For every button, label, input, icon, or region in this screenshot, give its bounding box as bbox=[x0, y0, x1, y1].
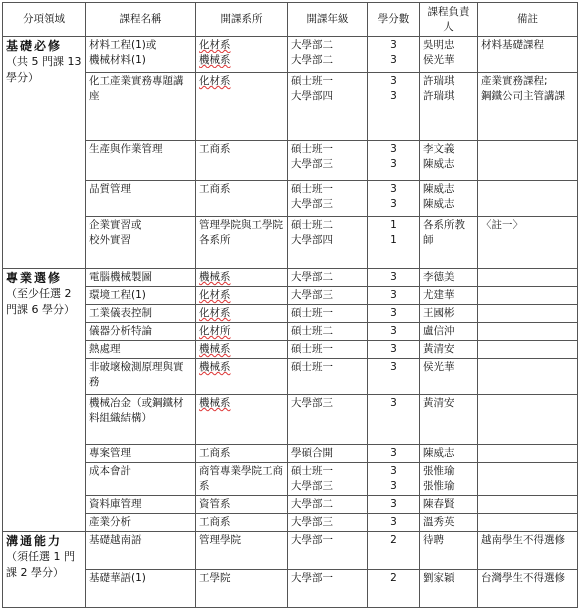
instructor-cell bbox=[420, 217, 478, 269]
note-cell bbox=[478, 341, 578, 359]
course-name-cell bbox=[86, 73, 196, 141]
year-cell bbox=[288, 305, 368, 323]
credits-cell bbox=[368, 359, 420, 395]
year-text: 大學部二 bbox=[291, 271, 333, 283]
credits-text: 2 bbox=[390, 534, 397, 546]
note-cell bbox=[478, 445, 578, 463]
note-cell bbox=[478, 323, 578, 341]
year-cell bbox=[288, 496, 368, 514]
credits-text: 1 bbox=[390, 234, 397, 246]
department-cell bbox=[196, 445, 288, 463]
note-cell bbox=[478, 217, 578, 269]
note-cell bbox=[478, 269, 578, 287]
credits-text: 3 bbox=[390, 361, 397, 373]
instructor-cell bbox=[420, 305, 478, 323]
table-row bbox=[3, 514, 578, 532]
department-text: 工商系 bbox=[199, 143, 231, 155]
course-name-text: 化工產業實務專題講座 bbox=[89, 75, 184, 102]
instructor-cell bbox=[420, 359, 478, 395]
area-cell bbox=[3, 532, 86, 608]
instructor-cell bbox=[420, 73, 478, 141]
note-cell bbox=[478, 532, 578, 570]
instructor-text: 侯光華 bbox=[423, 54, 455, 66]
year-text: 碩士班一 bbox=[291, 75, 333, 87]
department-text: 機械系 bbox=[199, 54, 231, 66]
year-cell bbox=[288, 73, 368, 141]
department-text: 機械系 bbox=[199, 397, 231, 409]
note-cell bbox=[478, 287, 578, 305]
year-cell bbox=[288, 514, 368, 532]
credits-cell bbox=[368, 141, 420, 181]
credits-text: 3 bbox=[390, 39, 397, 51]
department-text: 化材所 bbox=[199, 325, 231, 337]
credits-text: 3 bbox=[390, 343, 397, 355]
course-name-text: 機械材料(1) bbox=[89, 54, 146, 66]
year-text: 大學部一 bbox=[291, 572, 333, 584]
course-name-cell bbox=[86, 496, 196, 514]
year-text: 大學部三 bbox=[291, 158, 333, 170]
credits-text: 3 bbox=[390, 158, 397, 170]
note-cell bbox=[478, 514, 578, 532]
year-text: 碩士班二 bbox=[291, 219, 333, 231]
department-text: 工商系 bbox=[199, 183, 231, 195]
instructor-text: 李文義 bbox=[423, 143, 455, 155]
year-text: 碩士班一 bbox=[291, 343, 333, 355]
year-cell bbox=[288, 445, 368, 463]
department-text: 工學院 bbox=[199, 572, 231, 584]
course-name-cell bbox=[86, 269, 196, 287]
table-row bbox=[3, 323, 578, 341]
department-cell bbox=[196, 395, 288, 445]
department-cell bbox=[196, 305, 288, 323]
table-row bbox=[3, 532, 578, 570]
note-text: 〈註一〉 bbox=[481, 219, 523, 231]
department-cell bbox=[196, 496, 288, 514]
note-cell bbox=[478, 305, 578, 323]
year-text: 大學部三 bbox=[291, 289, 333, 301]
credits-cell bbox=[368, 37, 420, 73]
table-row bbox=[3, 463, 578, 496]
year-text: 碩士班二 bbox=[291, 325, 333, 337]
instructor-cell bbox=[420, 341, 478, 359]
department-cell bbox=[196, 287, 288, 305]
note-text: 產業實務課程; bbox=[481, 75, 548, 87]
department-text: 化材系 bbox=[199, 75, 231, 87]
department-cell bbox=[196, 532, 288, 570]
year-cell bbox=[288, 570, 368, 608]
course-name-cell bbox=[86, 532, 196, 570]
instructor-text: 吳明忠 bbox=[423, 39, 455, 51]
note-text: 材料基礎課程 bbox=[481, 39, 544, 51]
course-name-text: 校外實習 bbox=[89, 234, 131, 246]
table-row bbox=[3, 341, 578, 359]
year-text: 碩士班一 bbox=[291, 361, 333, 373]
table-row bbox=[3, 496, 578, 514]
year-cell bbox=[288, 341, 368, 359]
year-text: 大學部二 bbox=[291, 39, 333, 51]
instructor-text: 李德美 bbox=[423, 271, 455, 283]
year-cell bbox=[288, 463, 368, 496]
department-text: 化材系 bbox=[199, 307, 231, 319]
credits-cell bbox=[368, 217, 420, 269]
course-name-cell bbox=[86, 323, 196, 341]
table-row bbox=[3, 305, 578, 323]
course-name-cell bbox=[86, 287, 196, 305]
instructor-cell bbox=[420, 445, 478, 463]
header-course-name: 課程名稱 bbox=[86, 3, 196, 37]
course-name-text: 基礎越南語 bbox=[89, 534, 142, 546]
credits-text: 3 bbox=[390, 498, 397, 510]
table-row bbox=[3, 37, 578, 73]
instructor-cell bbox=[420, 463, 478, 496]
table-row bbox=[3, 287, 578, 305]
credits-cell bbox=[368, 269, 420, 287]
year-cell bbox=[288, 141, 368, 181]
instructor-text: 陳威志 bbox=[423, 198, 455, 210]
credits-text: 3 bbox=[390, 271, 397, 283]
department-cell bbox=[196, 141, 288, 181]
department-cell bbox=[196, 217, 288, 269]
course-name-cell bbox=[86, 570, 196, 608]
table-row bbox=[3, 269, 578, 287]
credits-cell bbox=[368, 181, 420, 217]
year-text: 大學部二 bbox=[291, 54, 333, 66]
instructor-cell bbox=[420, 395, 478, 445]
header-year: 開課年級 bbox=[288, 3, 368, 37]
table-row bbox=[3, 445, 578, 463]
instructor-text: 許瑞琪 bbox=[423, 75, 455, 87]
course-name-cell bbox=[86, 395, 196, 445]
department-cell bbox=[196, 181, 288, 217]
header-department: 開課系所 bbox=[196, 3, 288, 37]
credits-text: 3 bbox=[390, 183, 397, 195]
department-cell bbox=[196, 341, 288, 359]
header-credits: 學分數 bbox=[368, 3, 420, 37]
area-name: 基礎必修 bbox=[6, 39, 63, 53]
department-text: 商管專業學院工商系 bbox=[199, 465, 283, 492]
table-row bbox=[3, 73, 578, 141]
instructor-cell bbox=[420, 287, 478, 305]
year-cell bbox=[288, 532, 368, 570]
year-text: 大學部三 bbox=[291, 397, 333, 409]
year-cell bbox=[288, 217, 368, 269]
instructor-text: 黃清安 bbox=[423, 397, 455, 409]
credits-text: 3 bbox=[390, 465, 397, 477]
department-cell bbox=[196, 323, 288, 341]
course-name-text: 成本會計 bbox=[89, 465, 131, 477]
year-cell bbox=[288, 395, 368, 445]
course-name-text: 電腦機械製圖 bbox=[89, 271, 152, 283]
credits-text: 3 bbox=[390, 480, 397, 492]
course-name-text: 儀器分析特論 bbox=[89, 325, 152, 337]
note-cell bbox=[478, 570, 578, 608]
header-notes: 備註 bbox=[478, 3, 578, 37]
table-row bbox=[3, 181, 578, 217]
instructor-text: 張惟瑜 bbox=[423, 465, 455, 477]
year-text: 大學部二 bbox=[291, 498, 333, 510]
credits-text: 3 bbox=[390, 516, 397, 528]
note-text: 台灣學生不得選修 bbox=[481, 572, 565, 584]
instructor-text: 劉家穎 bbox=[423, 572, 455, 584]
instructor-cell bbox=[420, 141, 478, 181]
year-cell bbox=[288, 359, 368, 395]
credits-cell bbox=[368, 287, 420, 305]
credits-text: 3 bbox=[390, 143, 397, 155]
instructor-cell bbox=[420, 514, 478, 532]
note-cell bbox=[478, 181, 578, 217]
note-cell bbox=[478, 37, 578, 73]
header-row bbox=[3, 3, 578, 37]
credits-cell bbox=[368, 514, 420, 532]
department-cell bbox=[196, 37, 288, 73]
credits-cell bbox=[368, 341, 420, 359]
course-name-text: 非破壞檢測原理與實務 bbox=[89, 361, 184, 388]
year-cell bbox=[288, 181, 368, 217]
instructor-cell bbox=[420, 37, 478, 73]
credits-text: 3 bbox=[390, 307, 397, 319]
department-text: 工商系 bbox=[199, 447, 231, 459]
course-name-cell bbox=[86, 305, 196, 323]
course-name-cell bbox=[86, 359, 196, 395]
note-cell bbox=[478, 73, 578, 141]
department-text: 化材系 bbox=[199, 289, 231, 301]
department-text: 機械系 bbox=[199, 271, 231, 283]
instructor-text: 各系所教師 bbox=[423, 219, 465, 246]
credits-text: 1 bbox=[390, 219, 397, 231]
year-text: 大學部三 bbox=[291, 480, 333, 492]
table-row bbox=[3, 359, 578, 395]
department-text: 工商系 bbox=[199, 516, 231, 528]
instructor-text: 盧信沖 bbox=[423, 325, 455, 337]
area-cell bbox=[3, 37, 86, 269]
credits-text: 3 bbox=[390, 198, 397, 210]
department-text: 機械系 bbox=[199, 361, 231, 373]
course-name-cell bbox=[86, 341, 196, 359]
header-area: 分項領域 bbox=[3, 3, 86, 37]
department-text: 資管系 bbox=[199, 498, 231, 510]
course-name-cell bbox=[86, 141, 196, 181]
area-description: （須任選 1 門課 2 學分） bbox=[6, 550, 75, 579]
course-name-text: 基礎華語(1) bbox=[89, 572, 146, 584]
credits-text: 3 bbox=[390, 397, 397, 409]
instructor-cell bbox=[420, 532, 478, 570]
area-description: （共 5 門課 13 學分） bbox=[6, 55, 82, 84]
credits-text: 2 bbox=[390, 572, 397, 584]
year-text: 大學部三 bbox=[291, 198, 333, 210]
course-name-text: 環境工程(1) bbox=[89, 289, 146, 301]
instructor-text: 陳春賢 bbox=[423, 498, 455, 510]
course-name-cell bbox=[86, 445, 196, 463]
year-cell bbox=[288, 37, 368, 73]
course-name-text: 機械冶金（或鋼鐵材料組織結構） bbox=[89, 397, 184, 424]
instructor-cell bbox=[420, 496, 478, 514]
instructor-cell bbox=[420, 323, 478, 341]
instructor-text: 王國彬 bbox=[423, 307, 455, 319]
credits-cell bbox=[368, 305, 420, 323]
course-name-text: 品質管理 bbox=[89, 183, 131, 195]
year-text: 碩士班一 bbox=[291, 307, 333, 319]
instructor-text: 侯光華 bbox=[423, 361, 455, 373]
year-text: 大學部四 bbox=[291, 234, 333, 246]
instructor-cell bbox=[420, 570, 478, 608]
table-row bbox=[3, 141, 578, 181]
credits-cell bbox=[368, 532, 420, 570]
year-cell bbox=[288, 269, 368, 287]
table-row bbox=[3, 570, 578, 608]
credits-text: 3 bbox=[390, 90, 397, 102]
year-text: 碩士班一 bbox=[291, 183, 333, 195]
course-name-text: 產業分析 bbox=[89, 516, 131, 528]
credits-text: 3 bbox=[390, 447, 397, 459]
instructor-cell bbox=[420, 181, 478, 217]
course-name-cell bbox=[86, 217, 196, 269]
area-name: 專業選修 bbox=[6, 271, 63, 285]
department-text: 機械系 bbox=[199, 343, 231, 355]
department-text: 管理學院 bbox=[199, 534, 241, 546]
note-text: 鋼鐵公司主管講課 bbox=[481, 90, 565, 102]
department-cell bbox=[196, 514, 288, 532]
course-name-text: 生產與作業管理 bbox=[89, 143, 163, 155]
instructor-text: 陳威志 bbox=[423, 158, 455, 170]
course-name-text: 專案管理 bbox=[89, 447, 131, 459]
table-row bbox=[3, 217, 578, 269]
department-cell bbox=[196, 463, 288, 496]
instructor-cell bbox=[420, 269, 478, 287]
credits-text: 3 bbox=[390, 289, 397, 301]
department-cell bbox=[196, 570, 288, 608]
year-text: 大學部三 bbox=[291, 516, 333, 528]
course-name-text: 資料庫管理 bbox=[89, 498, 142, 510]
year-text: 大學部四 bbox=[291, 90, 333, 102]
course-name-text: 企業實習或 bbox=[89, 219, 142, 231]
course-name-cell bbox=[86, 37, 196, 73]
course-name-cell bbox=[86, 181, 196, 217]
instructor-text: 張惟瑜 bbox=[423, 480, 455, 492]
year-text: 碩士班一 bbox=[291, 143, 333, 155]
course-name-text: 熱處理 bbox=[89, 343, 121, 355]
note-cell bbox=[478, 395, 578, 445]
note-text: 越南學生不得選修 bbox=[481, 534, 565, 546]
header-instructor: 課程負責人 bbox=[420, 3, 478, 37]
credits-cell bbox=[368, 445, 420, 463]
year-text: 學碩合開 bbox=[291, 447, 333, 459]
course-name-text: 工業儀表控制 bbox=[89, 307, 152, 319]
note-cell bbox=[478, 463, 578, 496]
course-table bbox=[2, 2, 578, 608]
credits-cell bbox=[368, 395, 420, 445]
department-text: 化材系 bbox=[199, 39, 231, 51]
department-text: 管理學院與工學院各系所 bbox=[199, 219, 283, 246]
course-name-cell bbox=[86, 514, 196, 532]
year-cell bbox=[288, 323, 368, 341]
credits-text: 3 bbox=[390, 54, 397, 66]
instructor-text: 陳威志 bbox=[423, 447, 455, 459]
instructor-text: 陳威志 bbox=[423, 183, 455, 195]
course-name-cell bbox=[86, 463, 196, 496]
note-cell bbox=[478, 141, 578, 181]
area-cell bbox=[3, 269, 86, 532]
credits-cell bbox=[368, 463, 420, 496]
instructor-text: 尤建華 bbox=[423, 289, 455, 301]
instructor-text: 黃清安 bbox=[423, 343, 455, 355]
area-name: 溝通能力 bbox=[6, 534, 63, 548]
credits-cell bbox=[368, 496, 420, 514]
area-description: （至少任選 2 門課 6 學分） bbox=[6, 287, 75, 316]
department-cell bbox=[196, 269, 288, 287]
year-text: 碩士班一 bbox=[291, 465, 333, 477]
instructor-text: 溫秀英 bbox=[423, 516, 455, 528]
credits-cell bbox=[368, 323, 420, 341]
course-name-text: 材料工程(1)或 bbox=[89, 39, 157, 51]
instructor-text: 許瑞琪 bbox=[423, 90, 455, 102]
credits-text: 3 bbox=[390, 75, 397, 87]
credits-cell bbox=[368, 73, 420, 141]
table-row bbox=[3, 395, 578, 445]
note-cell bbox=[478, 496, 578, 514]
department-cell bbox=[196, 359, 288, 395]
year-cell bbox=[288, 287, 368, 305]
credits-text: 3 bbox=[390, 325, 397, 337]
department-cell bbox=[196, 73, 288, 141]
instructor-text: 待聘 bbox=[423, 534, 444, 546]
credits-cell bbox=[368, 570, 420, 608]
note-cell bbox=[478, 359, 578, 395]
year-text: 大學部一 bbox=[291, 534, 333, 546]
